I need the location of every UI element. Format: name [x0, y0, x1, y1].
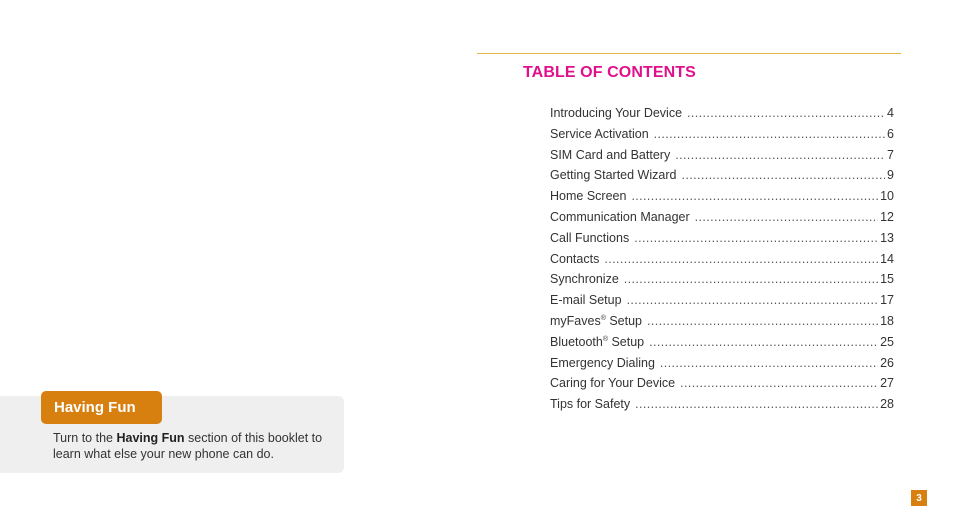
toc-entry-label [550, 376, 675, 390]
toc-entry-label [550, 148, 670, 162]
page-number-badge [911, 490, 927, 506]
toc-entry[interactable] [550, 356, 894, 377]
toc-entry-label-text: myFaves [550, 313, 601, 328]
toc-entry-label-text: Tips for Safety [550, 397, 631, 412]
having-fun-tab [41, 391, 162, 424]
toc-entry-label [550, 127, 649, 141]
toc-leader-dots [675, 148, 885, 162]
toc-entry-page: 28 [880, 397, 894, 412]
toc-entry-page: 9 [887, 168, 894, 183]
toc-entry-label-suffix: Setup [608, 334, 645, 349]
toc-leader-dots [634, 231, 878, 245]
toc-leader-dots [604, 252, 878, 266]
toc-entry-label-text: Emergency Dialing [550, 355, 655, 370]
toc-entry[interactable] [550, 210, 894, 231]
toc-leader-dots [647, 314, 878, 328]
toc-entry-label-text: Caring for Your Device [550, 376, 676, 391]
toc-leader-dots [631, 189, 878, 203]
registered-mark: ® [600, 314, 606, 322]
toc-entry-label-text: Bluetooth [550, 334, 603, 349]
toc-entry-label-text: E-mail Setup [550, 293, 622, 308]
toc-entry-page: 26 [880, 355, 894, 370]
toc-entry[interactable] [550, 106, 894, 127]
toc-leader-dots [687, 106, 885, 120]
toc-heading: TABLE OF CONTENTS [523, 64, 696, 81]
toc-entry-page: 10 [880, 189, 894, 204]
toc-entry-label-text: Communication Manager [550, 209, 690, 224]
toc-entry-label [550, 272, 619, 286]
toc-entry-page: 15 [880, 272, 894, 287]
toc-entry-label [550, 314, 642, 328]
toc-entry[interactable] [550, 148, 894, 169]
toc-entry[interactable] [550, 376, 894, 397]
having-fun-text-after: section of this booklet to learn what else your new phone can do. [53, 431, 323, 461]
toc-leader-dots [624, 272, 878, 286]
having-fun-text-before: Turn to the [53, 431, 117, 445]
toc-entry-page: 18 [880, 313, 894, 328]
toc-leader-dots [681, 168, 885, 182]
toc-entry-label [550, 106, 682, 120]
toc-entry-label [550, 335, 644, 349]
having-fun-text-bold: Having Fun [116, 431, 185, 445]
toc-entry[interactable] [550, 231, 894, 252]
toc-entry[interactable] [550, 293, 894, 314]
toc-leader-dots [627, 293, 879, 307]
toc-entry-label [550, 189, 626, 203]
toc-entry[interactable] [550, 335, 894, 356]
toc-entry-label-text: Introducing Your Device [550, 106, 683, 120]
toc-entry[interactable] [550, 168, 894, 189]
toc-leader-dots [635, 397, 878, 411]
toc-entry-page: 14 [880, 251, 894, 266]
toc-entry-label-text: SIM Card and Battery [550, 147, 671, 162]
toc-entry-label [550, 252, 599, 266]
toc-entry-page: 4 [887, 106, 894, 120]
toc-entry-label-text: Synchronize [550, 272, 619, 287]
toc-entry-label-text: Home Screen [550, 189, 627, 204]
toc-leader-dots [649, 335, 878, 349]
toc-entry-label-text: Call Functions [550, 230, 630, 245]
toc-entry-label [550, 210, 690, 224]
toc-entry-page: 27 [880, 376, 894, 391]
toc-leader-dots [660, 356, 878, 370]
toc-entry-page: 6 [887, 126, 894, 141]
toc-entry[interactable] [550, 397, 894, 418]
toc-entry-label-text: Contacts [550, 251, 600, 266]
toc-entry-page: 12 [880, 209, 894, 224]
toc-entry-label [550, 168, 676, 182]
having-fun-tab-label: Having Fun [54, 399, 136, 416]
toc-entry[interactable] [550, 252, 894, 273]
toc-entry-label [550, 293, 622, 307]
toc-entry[interactable] [550, 189, 894, 210]
toc-entry-page: 17 [880, 293, 894, 308]
toc-entry-label-text: Getting Started Wizard [550, 168, 677, 183]
toc-leader-dots [654, 127, 885, 141]
having-fun-description [53, 431, 338, 462]
toc-entry-page: 7 [887, 147, 894, 162]
page-number: 3 [916, 492, 922, 504]
toc-entry[interactable] [550, 272, 894, 293]
top-divider-rule [477, 53, 901, 54]
toc-leader-dots [695, 210, 878, 224]
toc-entry-label [550, 397, 630, 411]
toc-entry-page: 25 [880, 334, 894, 349]
toc-entry-label-text: Service Activation [550, 126, 649, 141]
toc-entry-label [550, 356, 655, 370]
registered-mark: ® [602, 335, 608, 343]
toc-entry-label [550, 231, 629, 245]
toc-entry[interactable] [550, 127, 894, 148]
toc-leader-dots [680, 376, 878, 390]
toc-entry-label-suffix: Setup [605, 313, 643, 328]
toc-list [550, 106, 894, 418]
toc-entry[interactable] [550, 314, 894, 335]
toc-entry-page: 13 [880, 230, 894, 245]
